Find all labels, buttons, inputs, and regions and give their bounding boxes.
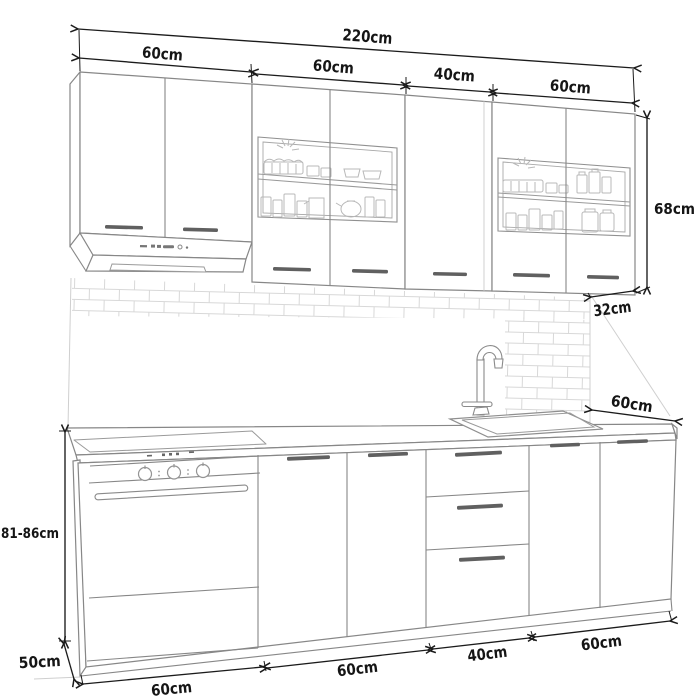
- wall-cabinet-40: [405, 95, 492, 291]
- faucet-gooseneck: [477, 346, 502, 360]
- oven-knob: [197, 465, 210, 478]
- dim-label-wall-unit-2: 60cm: [312, 56, 361, 79]
- dim-label-wall-unit-3: 40cm: [433, 64, 482, 86]
- dim-label-worktop-depth: 60cm: [609, 391, 659, 418]
- oven-knob: [139, 468, 152, 481]
- dim-label-wall-unit-4: 60cm: [549, 76, 598, 99]
- faucet-spout: [494, 359, 503, 368]
- faucet-icon: [462, 346, 503, 415]
- backsplash-tile-wall: [68, 278, 670, 428]
- faucet-base: [473, 407, 489, 415]
- dim-label-base-unit-3: 40cm: [466, 641, 516, 666]
- dim-label-base-height: 81-86cm: [1, 526, 59, 542]
- dim-label-base-depth: 50cm: [18, 651, 67, 673]
- cabinet-side-panel: [70, 72, 80, 246]
- oven-knob: [168, 466, 181, 479]
- wall-cabinet-glass-60-left: [252, 84, 405, 289]
- plinth-right-edge: [671, 599, 672, 611]
- cabinet-front: [80, 72, 252, 242]
- dim-label-total-width: 220cm: [341, 25, 403, 49]
- dim-label-base-unit-4: 60cm: [579, 630, 629, 655]
- faucet-handle: [462, 402, 492, 407]
- dim-label-wall-height: 68cm: [654, 200, 695, 218]
- dim-wall-unit-3-line: [408, 86, 490, 92]
- dim-label-base-unit-2: 60cm: [336, 657, 385, 681]
- dim-label-wall-unit-1: 60cm: [141, 43, 190, 66]
- cabinet-front: [405, 95, 492, 291]
- wall-cabinet-glass-60-right: [492, 102, 635, 295]
- door-handle: [433, 272, 467, 276]
- dim-label-base-unit-1: 60cm: [150, 677, 199, 700]
- dim-base-depth-line: [64, 644, 74, 679]
- left-wall-edge: [68, 278, 71, 428]
- tile-band-right: [505, 317, 590, 426]
- base-cabinet-run: [34, 439, 676, 679]
- wall-cabinet-hood-60: [70, 72, 252, 272]
- hood-side-edge: [70, 246, 86, 271]
- dim-label-wall-depth: 32cm: [592, 296, 642, 321]
